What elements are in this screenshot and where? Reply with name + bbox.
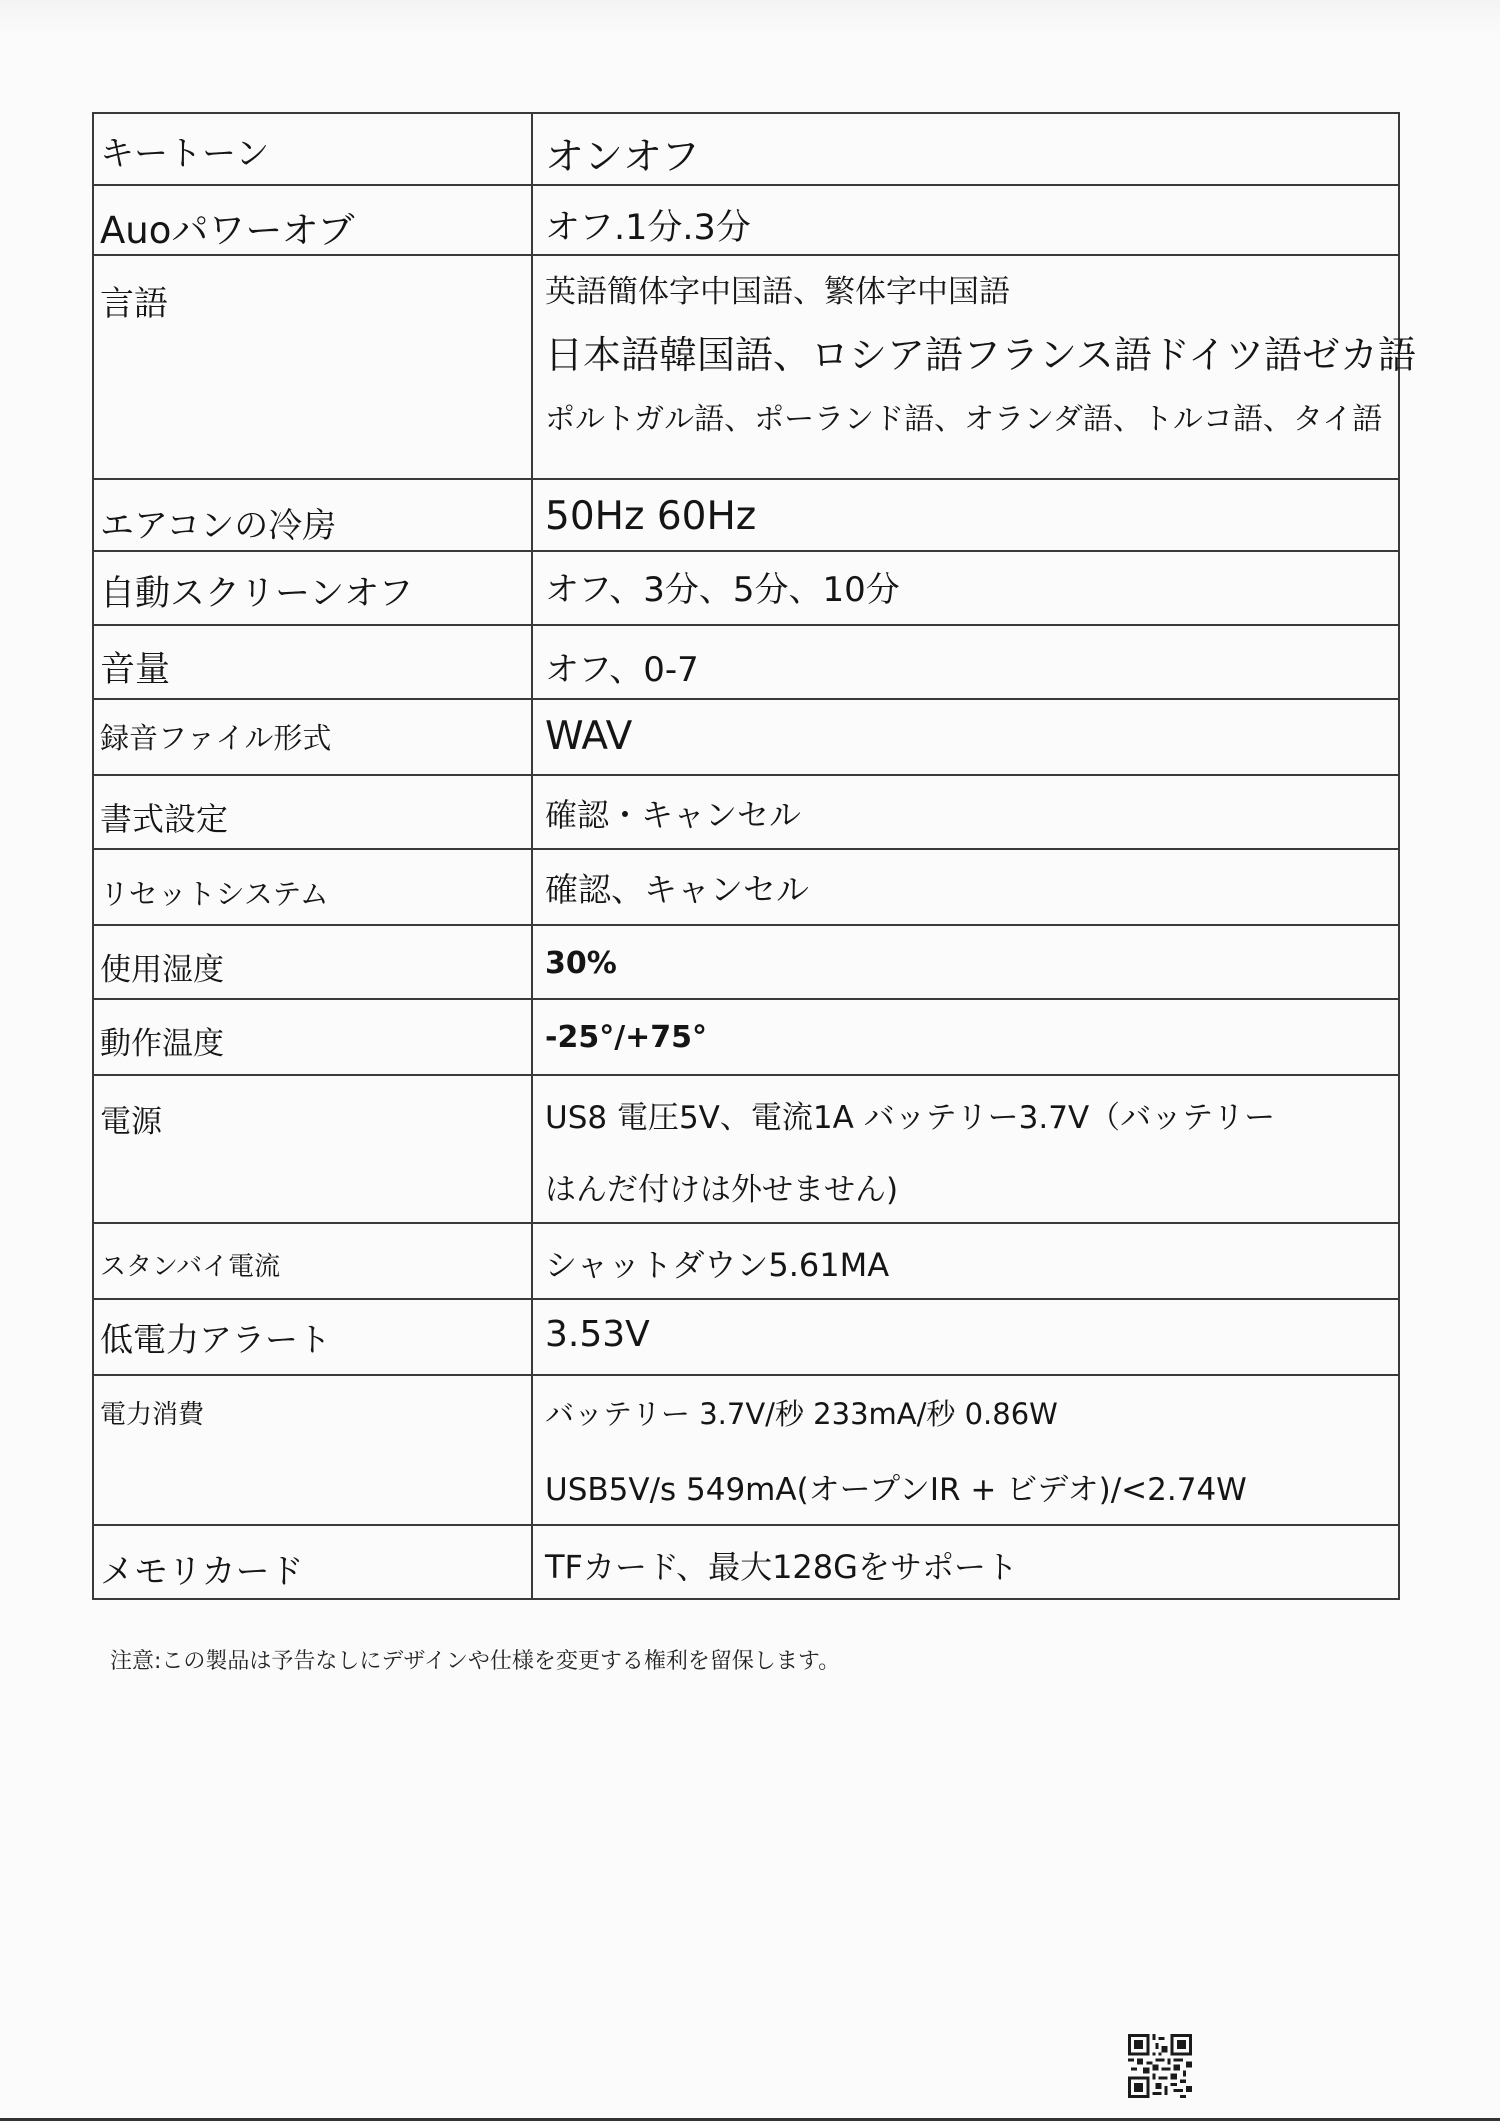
table-row [93, 1223, 1399, 1299]
spec-value: WAV [532, 699, 1399, 775]
table-row [93, 699, 1399, 775]
spec-key: エアコンの冷房 [93, 479, 532, 551]
spec-key: スタンバイ電流 [93, 1223, 532, 1299]
table-row [93, 255, 1399, 479]
table-row [93, 625, 1399, 699]
spec-value: 英語簡体字中国語、繁体字中国語 日本語韓国語、ロシア語フランス語ドイツ語ゼカ語 ポルトガル語、ポーランド語、オランダ語、トルコ語、タイ語 [532, 255, 1399, 479]
table-row [93, 1075, 1399, 1223]
spec-value: 30% [532, 925, 1399, 999]
disclaimer-note: 注意:この製品は予告なしにデザインや仕様を変更する権利を留保します。 [110, 1649, 841, 1674]
spec-value: オフ.1分.3分 [532, 185, 1399, 255]
spec-key: リセットシステム [93, 849, 532, 925]
spec-key: 書式設定 [93, 775, 532, 849]
table-row [93, 999, 1399, 1075]
spec-key: 使用湿度 [93, 925, 532, 999]
spec-value: 確認・キャンセル [532, 775, 1399, 849]
table-row [93, 1375, 1399, 1525]
spec-key: 音量 [93, 625, 532, 699]
spec-value: US8 電圧5V、電流1A バッテリー3.7V（バッテリー はんだ付けは外せません) [532, 1075, 1399, 1223]
table-row [93, 185, 1399, 255]
spec-key: 言語 [93, 255, 532, 479]
spec-value: 50Hz 60Hz [532, 479, 1399, 551]
page-shade [0, 0, 1500, 40]
table-row [93, 849, 1399, 925]
spec-key: 電力消費 [93, 1375, 532, 1525]
table-row [93, 925, 1399, 999]
spec-value: オフ、0-7 [532, 625, 1399, 699]
spec-key: 電源 [93, 1075, 532, 1223]
spec-key: 自動スクリーンオフ [93, 551, 532, 625]
spec-value: -25°/+75° [532, 999, 1399, 1075]
spec-value: オフ、3分、5分、10分 [532, 551, 1399, 625]
spec-value: シャットダウン5.61MA [532, 1223, 1399, 1299]
spec-key: 動作温度 [93, 999, 532, 1075]
table-row [93, 551, 1399, 625]
spec-value: 3.53V [532, 1299, 1399, 1375]
spec-key: キートーン [93, 113, 532, 185]
table-row [93, 1525, 1399, 1599]
table-row [93, 1299, 1399, 1375]
qr-code-icon [1128, 2034, 1192, 2098]
spec-value: TFカード、最大128Gをサポート [532, 1525, 1399, 1599]
spec-value: 確認、キャンセル [532, 849, 1399, 925]
spec-value: バッテリー 3.7V/秒 233mA/秒 0.86W USB5V/s 549mA(オープンIR + ビデオ)/<2.74W [532, 1375, 1399, 1525]
spec-value: オンオフ [532, 113, 1399, 185]
table-row [93, 113, 1399, 185]
spec-key: 低電力アラート [93, 1299, 532, 1375]
spec-key: メモリカード [93, 1525, 532, 1599]
page-bottom-rule [0, 2118, 1500, 2121]
spec-table [92, 112, 1416, 1600]
spec-key: 録音ファイル形式 [93, 699, 532, 775]
spec-key: Auoパワーオブ [93, 185, 532, 255]
table-row [93, 479, 1399, 551]
table-row [93, 775, 1399, 849]
